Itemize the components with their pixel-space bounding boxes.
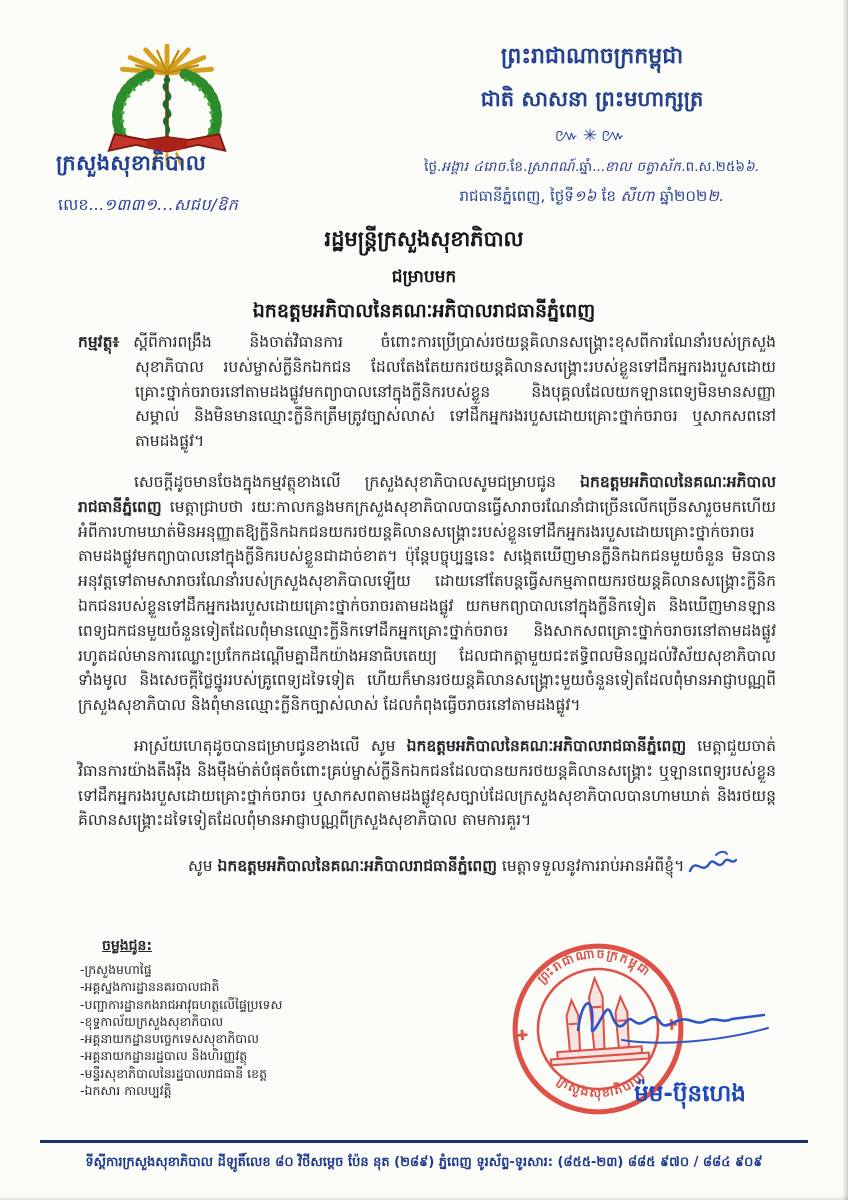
- text-segment: ស្រាពណ៍: [527, 159, 575, 175]
- cc-item: -ក្រសួងមហាផ្ទៃ: [80, 962, 152, 977]
- text-segment: មេត្តាជ្រាបថា រយៈកាលកន្លងមកក្រសួងសុខាភិបាលបានធ្វើសារាចរណែនាំជាច្រើនលើកច្រើនសារួចមកហើយ អំពីការហាមឃាត់មិនអនុញ្ញាតឱ្យក្លីនិកឯកជនយករថយន្តគិលានសង្គ្រោះរបស់ខ្លួនទៅដឹកអ្នករងរបួសដោយគ្រោះថ្នាក់ចរាចរតាមដងផ្លូវមកព្យាបាលនៅក្នុងក្លីនិករបស់ខ្លួនជាដាច់ខាត។ ប៉ុន្តែបច្ចុប្បន្ននេះ សង្កេតឃើញមានក្លីនិកឯកជនមួយចំនួន មិនបានអនុវត្តទៅតាមសារាចរណែនាំរបស់ក្រសួងសុខាភិបាលឡើយ ដោយនៅតែបន្តធ្វើសកម្មភាពយករថយន្តគិលានសង្គ្រោះក្លីនិកឯកជនរបស់ខ្លួនទៅដឹកអ្នករងរបួសដោយគ្រោះថ្នាក់ចរាចរតាមដងផ្លូវ យកមកព្យាបាលនៅក្នុងក្លីនិកទៀត និងឃើញមានឡានពេទ្យឯកជនមួយចំនួនទៀតដែលពុំមានឈ្មោះក្លីនិកទៅដឹកអ្នកគ្រោះថ្នាក់ចរាចរ និងសាកសពគ្រោះថ្នាក់ចរាចរនៅតាមដងផ្លូវ រហូតដល់មានការឈ្លោះប្រកែកដណ្តើមគ្នាដឹកយ៉ាងអនាធិបតេយ្យ ដែលជាកត្តាមួយជះឥទ្ធិពលមិនល្អដល់វិស័យសុខាភិបាលទាំងមូល និងសេចក្តីថ្លៃថ្នូររបស់គ្រូពេទ្យដទៃទៀត ហើយក៏មានរថយន្តគិលានសង្គ្រោះមួយចំនួនទៀតដែលពុំមានអាជ្ញាបណ្ណពីក្រសួងសុខាភិបាល និងពុំមានឈ្មោះក្លីនិកច្បាស់លាស់ ដែលកំពុងធ្វើចរាចរនៅតាមដងផ្លូវ។: [78, 497, 776, 715]
- scan-shadow-bottom: [0, 1196, 848, 1200]
- initials-paraph-icon: [686, 849, 738, 879]
- body-paragraph-3: [78, 734, 776, 833]
- addressee-title: ឯកឧត្តមអភិបាលនៃគណៈអភិបាលរាជធានីភ្នំពេញ: [252, 300, 596, 322]
- text-segment: ឯកឧត្តមអភិបាលនៃគណៈអភិបាលរាជធានីភ្នំពេញ: [406, 736, 687, 755]
- cc-item: -អគ្គនាយកដ្ឋានរដ្ឋបាល និងហិរញ្ញវត្ថុ: [80, 1048, 248, 1064]
- footer-address: ទីស្តីការក្រសួងសុខាភិបាល ដីឡូតិ៍លេខ ៨០ វិថីសម្តេច ប៉ែន នុត (២៨៩) ភ្នំពេញ ទូរស័ព្ទ-ទូរសារ: (៨៥៥-២៣) ៨៨៥ ៩៧០ / ៨៨៤ ៩០៩: [85, 1155, 763, 1170]
- text-segment: .ខែ.: [505, 159, 528, 175]
- text-segment: អាស្រ័យហេតុដូចបានជម្រាបជូនខាងលើ សូម: [134, 736, 407, 755]
- text-segment: មេត្តាទទួលនូវការរាប់អានអំពីខ្ញុំ។: [497, 857, 685, 876]
- salutation: ជម្រាបមក: [391, 267, 457, 287]
- kingdom-title: ព្រះរាជាណាចក្រកម្ពុជា: [500, 44, 684, 69]
- text-segment: ខាល ចត្វាស័ក: [604, 159, 682, 175]
- khmer-ornament: ៚✳៚: [554, 126, 630, 146]
- body-paragraph-2: [78, 470, 776, 718]
- lunar-date-line: [368, 158, 816, 178]
- text-segment: លេខ...: [58, 195, 104, 214]
- scan-shadow-right: [842, 0, 848, 1200]
- sender-title: រដ្ឋមន្ត្រីក្រសួងសុខាភិបាល: [324, 227, 524, 251]
- cc-item: -អគ្គស្នងការដ្ឋាននគរបាលជាតិ: [80, 979, 220, 995]
- cc-heading: ចម្លងជូន:: [102, 938, 153, 954]
- stamp-top-text: ព្រះរាជាណាចក្រកម្ពុជា: [534, 946, 654, 987]
- closing-line: [78, 849, 776, 879]
- reference-number: [58, 194, 378, 218]
- text-segment: ខែ: [596, 187, 621, 205]
- ministry-name: ក្រសួងសុខាភិបាល: [56, 151, 207, 175]
- letter-title-block: [0, 226, 848, 327]
- subject-paragraph: [78, 330, 776, 454]
- cc-list: [80, 961, 420, 1099]
- text-segment: អង្គារ ៤រោច: [441, 159, 506, 175]
- text-segment: សេចក្តីដូចមានចែងក្នុងកម្មវត្ថុខាងលើ ក្រសួងសុខាភិបាលសូមជម្រាបជូន: [134, 472, 581, 491]
- text-segment: ២.: [707, 187, 725, 205]
- gregorian-date-line: [368, 187, 816, 209]
- cc-item: -បញ្ជាការដ្ឋានកងរាជអាវុធហត្ថលើផ្ទៃប្រទេស: [80, 996, 283, 1012]
- cc-block: [80, 936, 420, 1099]
- text-segment: ឯកឧត្តមអភិបាលនៃគណៈអភិបាលរាជធានីភ្នំពេញ: [217, 857, 497, 876]
- text-segment: .ព.ស.២៥៦: [681, 159, 745, 175]
- text-segment: រាជធានីភ្នំពេញ, ថ្ងៃទី: [459, 187, 574, 205]
- letter-body: [78, 330, 776, 895]
- letterhead-right: [368, 42, 816, 209]
- text-segment: ១៦: [573, 187, 597, 205]
- text-segment: សូម: [188, 857, 218, 876]
- text-segment: ១៣៣១...សជប/ឱក: [103, 195, 239, 214]
- stamp-bottom-text: ក្រសួងសុខាភិបាល: [554, 1068, 649, 1100]
- text-segment: ថ្ងៃ.: [424, 159, 442, 175]
- footer-divider: [40, 1140, 808, 1143]
- stamp-left-cross: ✚: [515, 1027, 529, 1045]
- subject-text: ស្តីពីការពង្រឹង និងចាត់វិធានការ ចំពោះការប្រើប្រាស់រថយន្តគិលានសង្គ្រោះខុសពីការណែនាំរបស់ក្រសួងសុខាភិបាល របស់ម្ចាស់ក្លីនិកឯកជន ដែលតែងតែយករថយន្តគិលានសង្គ្រោះរបស់ខ្លួនទៅដឹកអ្នករងរបួសដោយគ្រោះថ្នាក់ចរាចរនៅតាមដងផ្លូវមកព្យាបាលនៅក្នុងក្លីនិករបស់ខ្លួន និងបុគ្គលដែលយកឡានពេទ្យមិនមានសញ្ញាសម្គាល់ និងមិនមានឈ្មោះក្លីនិកត្រឹមត្រូវច្បាស់លាស់ ទៅដឹកអ្នករងរបួសដោយគ្រោះថ្នាក់ចរាចរ ឬសាកសពនៅតាមដងផ្លូវ។: [133, 333, 776, 451]
- text-segment: មេត្តាជួយចាត់វិធានការយ៉ាងតឹងរ៉ឹង និងម៉ឺងម៉ាត់បំផុតចំពោះគ្រប់ម្ចាស់ក្លីនិកឯកជនដែលបានយករថយន្តគិលានសង្គ្រោះ ឬឡានពេទ្យរបស់ខ្លួនទៅដឹកអ្នករងរបួសដោយគ្រោះថ្នាក់ចរាចរ ឬសាកសពតាមដងផ្លូវខុសច្បាប់ដែលក្រសួងសុខាភិបាលបានហាមឃាត់ និងរថយន្តគិលានសង្គ្រោះដទៃទៀតដែលពុំមានអាជ្ញាបណ្ណពីក្រសួងសុខាភិបាល តាមការគួរ។: [78, 736, 776, 830]
- stamp-right-cross: ✚: [665, 1017, 679, 1035]
- cc-item: -ខុទ្ទកាល័យក្រសួងសុខាភិបាល: [80, 1013, 224, 1029]
- cc-item: -ឯកសារ កាលប្បវត្តិ: [80, 1082, 172, 1098]
- cc-item: -មន្ទីរសុខាភិបាលនៃរដ្ឋបាលរាជធានី ខេត្ត: [80, 1065, 268, 1081]
- text-segment: .ឆ្នាំ...: [574, 159, 605, 175]
- signer-name: ម៉ម-ប៊ុនហេង: [634, 1081, 746, 1107]
- cc-item: -អគ្គនាយកដ្ឋានបច្ចេកទេសសុខាភិបាល: [80, 1031, 260, 1046]
- subject-label: កម្មវត្ថុ៖: [78, 333, 120, 351]
- text-segment: ឆ្នាំ២០២: [654, 187, 708, 205]
- text-segment: សីហា: [620, 187, 655, 205]
- text-segment: ឯកឧត្តមអភិបាលនៃគណៈអភិបាលរាជធានីភ្នំពេញ: [78, 472, 776, 516]
- minister-signature: [568, 982, 783, 1054]
- national-motto: ជាតិ សាសនា ព្រះមហាក្សត្រ: [480, 87, 704, 111]
- text-segment: ៦.: [744, 159, 760, 175]
- logo-gold-ornament: [122, 46, 211, 73]
